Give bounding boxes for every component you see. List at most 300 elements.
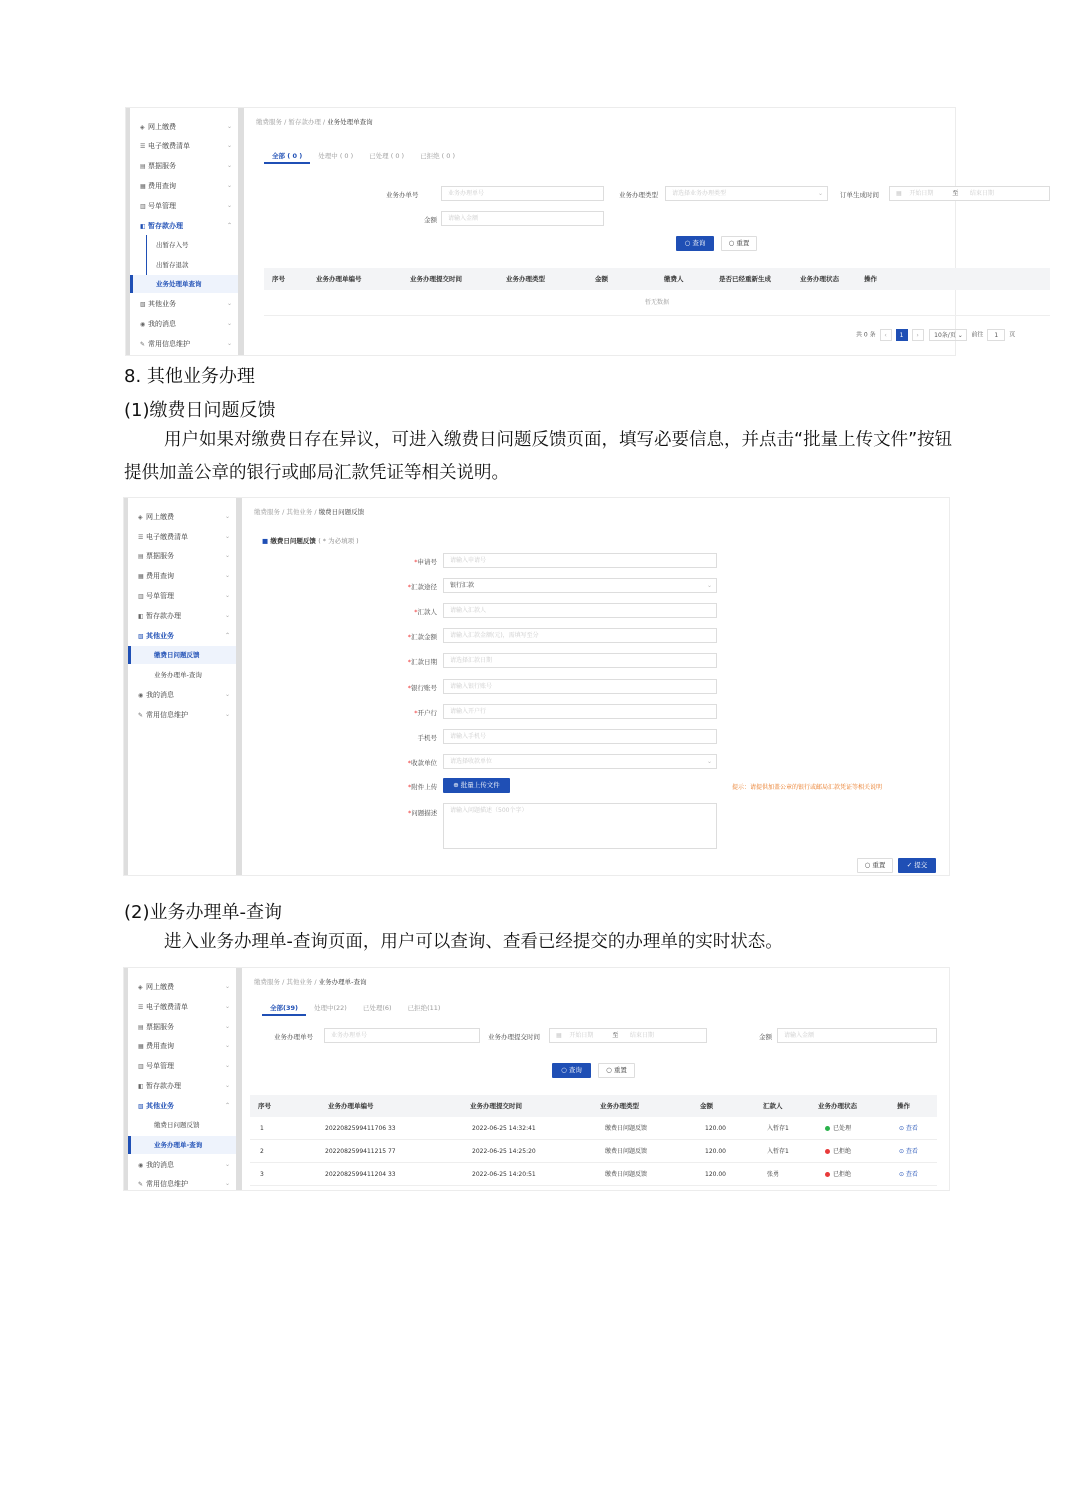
menu-number-mgmt[interactable] <box>138 587 232 605</box>
col-header: 序号 <box>272 275 285 283</box>
bullet-icon: ■ <box>262 537 269 545</box>
field-placeholder: 请输入银行账号 <box>450 683 493 690</box>
menu-label: 号单管理 <box>146 592 174 600</box>
cell-text: 张勇 <box>767 1171 780 1178</box>
menu-label: 暂存款办理 <box>146 612 181 620</box>
field-label <box>377 758 437 767</box>
label-order-no: 业务办单号 <box>386 191 419 199</box>
cell-time <box>472 1140 536 1163</box>
type-select[interactable] <box>665 186 828 201</box>
label-time: 订单生成时间 <box>840 191 879 199</box>
submenu-biz-query[interactable] <box>130 275 238 293</box>
menu-online-pay[interactable] <box>138 978 232 996</box>
menu-label: 我的消息 <box>148 320 176 328</box>
deposit-icon: ◧ <box>140 223 146 230</box>
cell-status <box>825 1163 851 1186</box>
field-label <box>377 708 437 717</box>
menu-label: 票据服务 <box>146 1023 174 1031</box>
main-content <box>244 108 1016 355</box>
label-amount: 金额 <box>759 1033 772 1041</box>
menu-info-maint[interactable] <box>138 1175 232 1193</box>
menu-online-pay[interactable] <box>140 118 234 136</box>
chevron-down-icon: ⌄ <box>224 1042 230 1049</box>
cell-id <box>325 1117 396 1140</box>
deposit-icon: ◧ <box>138 1083 144 1090</box>
sidebar <box>124 498 242 875</box>
number-icon: ▥ <box>140 203 146 210</box>
field-input[interactable] <box>443 553 717 568</box>
crumb-item[interactable]: 暂存款办理 <box>288 118 321 126</box>
bill-icon: ▤ <box>140 163 146 170</box>
cell-payer <box>767 1117 789 1140</box>
col-header: 业务办理单编号 <box>328 1102 374 1110</box>
cell-text: 已处理 <box>833 1125 852 1132</box>
field-label <box>377 657 437 666</box>
field-input[interactable] <box>443 628 717 643</box>
page-size-label: 10条/页 <box>934 332 956 339</box>
query-button[interactable]: ○ 查询 <box>676 236 714 251</box>
tab-processing[interactable]: 处理中(22) <box>314 1004 347 1012</box>
paragraph-query: 进入业务办理单-查询页面，用户可以查询、查看已经提交的办理单的实时状态。 <box>164 932 783 952</box>
chevron-down-icon: ⌄ <box>226 340 232 347</box>
label-text: 汇款金额 <box>411 633 437 641</box>
menu-label: 其他业务 <box>146 632 174 640</box>
total-count: 共 0 条 <box>856 331 876 339</box>
screenshot-deposit-query <box>125 107 1016 356</box>
menu-e-list[interactable] <box>140 137 234 155</box>
cell-amount <box>705 1163 726 1186</box>
cell-text: 2022-06-25 14:25:20 <box>472 1148 536 1155</box>
col-header: 业务办理状态 <box>800 275 839 283</box>
pay-icon: ◈ <box>138 984 143 991</box>
label-amount: 金额 <box>424 216 437 224</box>
tab-processed[interactable]: 已处理 ( 0 ) <box>369 152 405 160</box>
menu-e-list[interactable] <box>138 998 232 1016</box>
main-content <box>242 968 949 1190</box>
label-text: 汇款途径 <box>411 583 437 591</box>
cell-text: 120.00 <box>705 1148 726 1155</box>
menu-deposit[interactable] <box>138 607 232 625</box>
crumb-current: 缴费日问题反馈 <box>318 508 365 516</box>
cell-text: 2022-06-25 14:32:41 <box>472 1125 536 1132</box>
field-input[interactable] <box>443 603 717 618</box>
subheading-query: (2)业务办理单-查询 <box>124 902 282 923</box>
label-text: 附件上传 <box>411 783 438 791</box>
query-button[interactable]: ○ 查询 <box>552 1063 591 1078</box>
sidebar-panel <box>128 498 236 875</box>
end-date: 结束日期 <box>629 1032 654 1039</box>
col-header: 是否已经重新生成 <box>719 275 771 283</box>
label-order-no: 业务办理单号 <box>274 1033 313 1041</box>
menu-deposit[interactable] <box>138 1077 232 1095</box>
cell-type <box>605 1163 647 1186</box>
submit-button[interactable]: ✓ 提交 <box>898 858 936 873</box>
screenshot-order-query <box>123 967 950 1191</box>
section-note: ( * 为必填项 ) <box>318 537 359 545</box>
start-date: 开始日期 <box>569 1032 594 1039</box>
menu-label: 其他业务 <box>148 300 176 308</box>
field-placeholder: 请选择汇款日期 <box>450 657 493 664</box>
list-icon: ☰ <box>138 534 144 541</box>
chevron-down-icon: ⌄ <box>224 983 230 990</box>
required-mark: * <box>414 709 418 717</box>
table-header <box>264 268 1050 290</box>
cell-text: 入暂存1 <box>767 1125 789 1132</box>
range-sep: 至 <box>952 190 959 197</box>
page-size-select[interactable]: 10条/页 ⌄ <box>929 329 967 341</box>
tab-rejected[interactable]: 已拒绝(11) <box>407 1004 441 1012</box>
field-placeholder: 请输入开户行 <box>450 708 487 715</box>
bill-icon: ▤ <box>138 1024 144 1031</box>
cell-text: 已拒绝 <box>833 1148 852 1155</box>
menu-label: 暂存款办理 <box>148 222 183 230</box>
cell-text: ⊙ 查看 <box>899 1171 918 1178</box>
menu-number-mgmt[interactable] <box>138 1057 232 1075</box>
list-icon: ☰ <box>140 143 146 150</box>
chevron-down-icon: ⌄ <box>224 711 230 718</box>
cell-text: 2022082599411204 33 <box>325 1171 396 1178</box>
menu-label: 电子缴费清单 <box>146 1003 188 1011</box>
tab-rejected[interactable]: 已拒绝 ( 0 ) <box>420 152 455 160</box>
submenu-feedback[interactable] <box>128 1116 236 1134</box>
tab-all[interactable]: 全部 ( 0 ) <box>264 148 310 164</box>
paragraph-feedback: 用户如果对缴费日存在异议，可进入缴费日问题反馈页面，填写必要信息，并点击“批量上传文件”按钮提供加盖公章的银行或邮局汇款凭证等相关说明。 <box>124 430 953 483</box>
col-header: 业务办理类型 <box>506 275 545 283</box>
menu-bill-service[interactable] <box>140 157 234 175</box>
menu-label: 其他业务 <box>146 1102 174 1110</box>
chevron-down-icon: ⌄ <box>224 1082 230 1089</box>
chevron-down-icon: ⌄ <box>226 202 232 209</box>
required-mark: * <box>407 633 411 641</box>
order-no-input[interactable]: 业务办理单号 <box>324 1028 480 1043</box>
field-label <box>377 733 437 742</box>
menu-label: 常用信息维护 <box>146 1180 188 1188</box>
other-icon: ▧ <box>140 301 146 308</box>
edit-icon: ✎ <box>140 341 146 348</box>
message-icon: ◉ <box>138 692 144 699</box>
cell-op[interactable] <box>899 1140 918 1163</box>
cell-op[interactable] <box>899 1163 918 1186</box>
type-placeholder: 请选择业务办理类型 <box>672 190 727 197</box>
menu-fee-query[interactable] <box>138 567 232 585</box>
edit-icon: ✎ <box>138 712 144 719</box>
chevron-down-icon: ⌄ <box>224 592 230 599</box>
submenu-label: 出暂存入号 <box>156 241 189 249</box>
chevron-down-icon: ⌄ <box>226 300 232 307</box>
menu-other[interactable] <box>140 295 234 313</box>
col-header: 序号 <box>258 1102 271 1110</box>
field-label <box>377 607 437 616</box>
menu-bill-service[interactable] <box>138 1018 232 1036</box>
menu-label: 常用信息维护 <box>148 340 190 348</box>
cell-text: 1 <box>260 1125 264 1132</box>
required-mark: * <box>407 684 411 692</box>
chevron-up-icon: ⌃ <box>224 632 230 639</box>
cell-no <box>260 1117 264 1140</box>
cell-text: 2022082599411215 77 <box>325 1148 396 1155</box>
field-input[interactable] <box>443 704 717 719</box>
section-title <box>262 536 359 545</box>
menu-info-maint[interactable] <box>138 706 232 724</box>
edit-icon: ✎ <box>138 1181 144 1188</box>
cell-type <box>605 1117 647 1140</box>
table-header <box>250 1095 937 1117</box>
cell-text: 3 <box>260 1171 264 1178</box>
menu-label: 我的消息 <box>146 691 174 699</box>
col-header: 业务办理单编号 <box>316 275 362 283</box>
menu-other[interactable] <box>138 627 232 645</box>
cell-amount <box>705 1117 726 1140</box>
cell-status <box>825 1140 851 1163</box>
field-placeholder: 请输入申请号 <box>450 557 487 564</box>
breadcrumb: 缴费服务 / 暂存款办理 / 业务处理单查询 <box>256 118 373 126</box>
chevron-down-icon: ⌄ <box>224 1003 230 1010</box>
label-text: 问题描述 <box>411 809 438 817</box>
menu-e-list[interactable] <box>138 528 232 546</box>
list-icon: ☰ <box>138 1004 144 1011</box>
main-content <box>242 498 949 875</box>
message-icon: ◉ <box>140 321 146 328</box>
amount-input[interactable]: 请输入金额 <box>441 211 604 226</box>
batch-upload-button[interactable]: ⊕ 批量上传文件 <box>443 778 510 793</box>
submenu-label: 缴费日问题反馈 <box>154 1121 200 1129</box>
number-icon: ▥ <box>138 1063 144 1070</box>
cell-op[interactable] <box>899 1117 918 1140</box>
calendar-icon: ▦ <box>556 1032 562 1039</box>
upload-hint: 提示：请提供加盖公章的银行或邮局汇款凭证等相关说明 <box>732 784 883 791</box>
sidebar <box>126 108 244 355</box>
submenu-order-query[interactable] <box>128 1136 236 1154</box>
cell-payer <box>767 1140 789 1163</box>
tab-all[interactable]: 全部(39) <box>262 1000 306 1016</box>
label-text: 收款单位 <box>411 759 437 767</box>
description-textarea[interactable]: 请输入问题描述（500个字） <box>443 803 717 849</box>
required-mark: * <box>414 558 418 566</box>
field-placeholder: 请输入汇款金额(元)，需填写至分 <box>450 632 539 639</box>
chevron-down-icon: ⌄ <box>224 612 230 619</box>
date-range-input[interactable] <box>549 1028 707 1043</box>
number-icon: ▥ <box>138 593 144 600</box>
chevron-down-icon: ⌄ <box>224 1161 230 1168</box>
field-input[interactable] <box>443 754 717 769</box>
goto-label: 前往 <box>971 331 984 339</box>
pagination <box>856 329 1015 341</box>
menu-label: 网上缴费 <box>146 513 174 521</box>
field-input[interactable] <box>443 729 717 744</box>
reset-button[interactable]: ○ 重置 <box>721 236 757 251</box>
subheading-feedback: (1)缴费日问题反馈 <box>124 400 276 421</box>
label-text: 汇款人 <box>417 608 437 616</box>
status-dot-icon <box>825 1172 830 1177</box>
label-text: 申请号 <box>417 558 437 566</box>
menu-fee-query[interactable] <box>138 1037 232 1055</box>
amount-input[interactable]: 请输入金额 <box>777 1028 937 1043</box>
cell-no <box>260 1140 264 1163</box>
pay-icon: ◈ <box>140 124 145 131</box>
cell-id <box>325 1140 396 1163</box>
breadcrumb: 缴费服务 / 其他业务 / 业务办理单-查询 <box>254 978 367 986</box>
required-mark: * <box>407 658 411 666</box>
tab-processing[interactable]: 处理中 ( 0 ) <box>318 152 354 160</box>
order-no-input[interactable]: 业务办理单号 <box>441 186 604 201</box>
chevron-down-icon: ⌄ <box>226 320 232 327</box>
label-text: 银行账号 <box>411 684 437 692</box>
label-text: 汇款日期 <box>411 658 437 666</box>
cell-text: 缴费日问题反馈 <box>605 1125 648 1132</box>
cell-text: 120.00 <box>705 1125 726 1132</box>
cell-status <box>825 1117 851 1140</box>
required-mark: * <box>407 759 411 767</box>
chevron-down-icon: ⌄ <box>224 1023 230 1030</box>
screenshot-feedback-form <box>123 497 950 876</box>
chevron-down-icon: ⌄ <box>226 182 232 189</box>
chevron-down-icon: ⌄ <box>224 552 230 559</box>
crumb-current: 业务处理单查询 <box>327 118 373 126</box>
chevron-up-icon: ⌃ <box>224 1102 230 1109</box>
chevron-down-icon: ⌄ <box>226 123 232 130</box>
table-row <box>250 1163 937 1186</box>
cell-payer <box>767 1163 779 1186</box>
reset-button[interactable]: ○ 重置 <box>857 858 893 873</box>
cell-text: 已拒绝 <box>833 1171 852 1178</box>
chevron-up-icon: ⌃ <box>226 222 232 229</box>
menu-label: 票据服务 <box>146 552 174 560</box>
bill-icon: ▤ <box>138 553 144 560</box>
required-mark: * <box>407 583 411 591</box>
col-header: 业务办理类型 <box>600 1102 639 1110</box>
other-icon: ▧ <box>138 633 144 640</box>
field-input[interactable] <box>443 653 717 668</box>
cell-time <box>472 1163 536 1186</box>
label-text: 开户行 <box>417 709 437 717</box>
submenu-deposit-in[interactable] <box>130 236 238 254</box>
query-icon: ▦ <box>140 183 146 190</box>
crumb-item[interactable]: 缴费服务 <box>254 508 280 516</box>
label-time: 业务办理提交时间 <box>488 1033 540 1041</box>
submenu-label: 出暂存退款 <box>156 261 189 269</box>
table-row <box>250 1117 937 1140</box>
start-date: 开始日期 <box>909 190 934 197</box>
cell-no <box>260 1163 264 1186</box>
field-placeholder: 银行汇款 <box>450 582 475 589</box>
page-unit: 页 <box>1009 331 1016 339</box>
page-button[interactable]: 1 <box>896 329 908 341</box>
submenu-order-query[interactable] <box>128 666 236 684</box>
col-header: 业务办理状态 <box>818 1102 857 1110</box>
end-date: 结束日期 <box>969 190 994 197</box>
crumb-item[interactable]: 其他业务 <box>286 978 313 986</box>
menu-online-pay[interactable] <box>138 508 232 526</box>
required-mark: * <box>414 608 418 616</box>
cell-text: 120.00 <box>705 1171 726 1178</box>
chevron-down-icon: ⌄ <box>706 582 712 589</box>
menu-info-maint[interactable] <box>140 335 234 353</box>
menu-label: 票据服务 <box>148 162 176 170</box>
date-range-input[interactable] <box>889 186 1050 201</box>
cell-type <box>605 1140 647 1163</box>
menu-messages[interactable] <box>138 686 232 704</box>
empty-state: 暂无数据 <box>264 290 1050 316</box>
field-input[interactable] <box>443 578 717 593</box>
crumb-item[interactable]: 缴费服务 <box>256 118 282 126</box>
submenu-deposit-refund[interactable] <box>130 256 238 274</box>
menu-other[interactable] <box>138 1097 232 1115</box>
menu-label: 号单管理 <box>148 202 176 210</box>
menu-label: 费用查询 <box>146 572 174 580</box>
field-placeholder: 请选择收款单位 <box>450 758 493 765</box>
col-header: 汇款人 <box>763 1102 783 1110</box>
menu-label: 暂存款办理 <box>146 1082 181 1090</box>
cell-amount <box>705 1140 726 1163</box>
menu-messages[interactable] <box>140 315 234 333</box>
menu-bill-service[interactable] <box>138 547 232 565</box>
menu-label: 电子缴费清单 <box>148 142 190 150</box>
query-icon: ▦ <box>138 573 144 580</box>
menu-fee-query[interactable] <box>140 177 234 195</box>
status-dot-icon <box>825 1126 830 1131</box>
col-header: 金额 <box>700 1102 713 1110</box>
submenu-label: 业务办理单-查询 <box>154 671 202 679</box>
status-tabs <box>264 148 463 164</box>
calendar-icon: ▦ <box>896 190 902 197</box>
menu-label: 费用查询 <box>146 1042 174 1050</box>
field-label <box>377 632 437 641</box>
crumb-current: 业务办理单-查询 <box>318 978 367 986</box>
menu-number-mgmt[interactable] <box>140 197 234 215</box>
cell-text: ⊙ 查看 <box>899 1125 918 1132</box>
other-icon: ▧ <box>138 1103 144 1110</box>
next-page-button[interactable]: › <box>912 329 924 341</box>
prev-page-button[interactable]: ‹ <box>880 329 892 341</box>
query-icon: ▦ <box>138 1043 144 1050</box>
chevron-down-icon: ⌄ <box>706 758 712 765</box>
range-sep: 至 <box>612 1032 619 1039</box>
field-label <box>377 557 437 566</box>
cell-id <box>325 1163 396 1186</box>
breadcrumb: 缴费服务 / 其他业务 / 缴费日问题反馈 <box>254 508 365 516</box>
goto-page-input[interactable]: 1 <box>987 329 1005 341</box>
cell-text: ⊙ 查看 <box>899 1148 918 1155</box>
col-header: 业务办理提交时间 <box>410 275 462 283</box>
deposit-icon: ◧ <box>138 613 144 620</box>
cell-text: 2 <box>260 1148 264 1155</box>
col-header: 金额 <box>595 275 608 283</box>
submenu-label: 业务处理单查询 <box>156 280 202 288</box>
menu-deposit[interactable] <box>140 217 234 235</box>
chevron-down-icon: ⌄ <box>224 691 230 698</box>
crumb-item[interactable]: 其他业务 <box>286 508 313 516</box>
menu-label: 常用信息维护 <box>146 711 188 719</box>
chevron-down-icon: ⌄ <box>226 142 232 149</box>
cell-text: 2022082599411706 33 <box>325 1125 396 1132</box>
field-placeholder: 请输入手机号 <box>450 733 487 740</box>
menu-messages[interactable] <box>138 1156 232 1174</box>
col-header: 操作 <box>897 1102 910 1110</box>
reset-button[interactable]: ○ 重置 <box>598 1063 635 1078</box>
submenu-label: 业务办理单-查询 <box>154 1141 203 1149</box>
sidebar <box>124 968 242 1190</box>
submenu-label: 缴费日问题反馈 <box>154 651 200 659</box>
tab-processed[interactable]: 已处理(6) <box>362 1004 392 1012</box>
field-input[interactable] <box>443 679 717 694</box>
submenu-feedback[interactable] <box>128 646 236 664</box>
menu-label: 电子缴费清单 <box>146 533 188 541</box>
menu-label: 网上缴费 <box>146 983 174 991</box>
cell-text: 入暂存1 <box>767 1148 789 1155</box>
crumb-item[interactable]: 缴费服务 <box>254 978 280 986</box>
menu-label: 我的消息 <box>146 1161 174 1169</box>
label-type: 业务办理类型 <box>619 191 658 199</box>
